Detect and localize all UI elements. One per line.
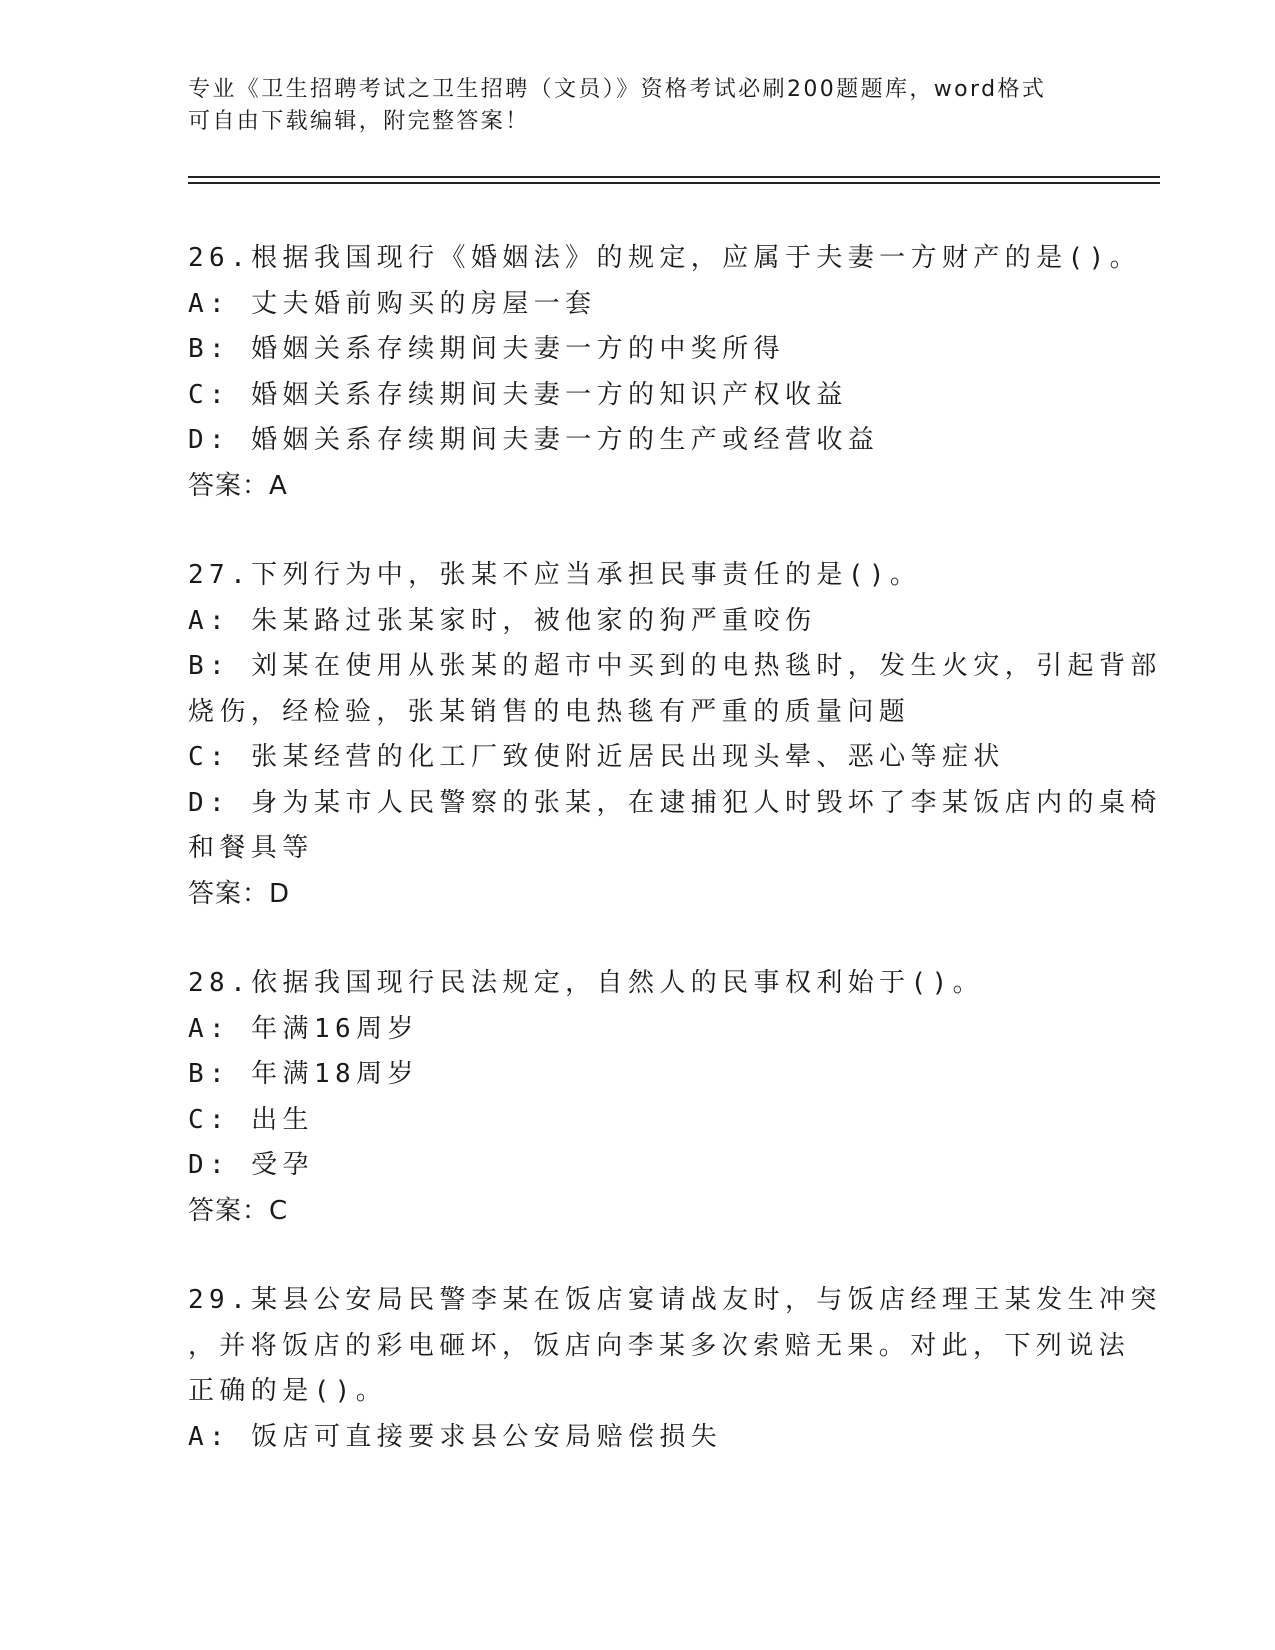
option-d-continued: 和餐具等 (188, 833, 314, 863)
option-b: B: 年满18周岁 (188, 1059, 419, 1089)
question-stem: 29.某县公安局民警李某在饭店宴请战友时，与饭店经理王某发生冲突 (188, 1285, 1162, 1315)
option-d: D: 身为某市人民警察的张某，在逮捕犯人时毁坏了李某饭店内的桌椅 (188, 787, 1162, 818)
question-27 (188, 553, 1162, 917)
header-line-1: 专业《卫生招聘考试之卫生招聘（文员）》资格考试必刷200题题库，word格式 (188, 77, 1047, 102)
header-divider-top (188, 176, 1160, 178)
option-a: A: 年满16周岁 (188, 1013, 419, 1044)
answer-label: 答案：A (188, 470, 288, 501)
option-c: C: 张某经营的化工厂致使附近居民出现头晕、恶心等症状 (188, 742, 1005, 772)
question-stem-continued: ，并将饭店的彩电砸坏，饭店向李某多次索赔无果。对此，下列说法 (188, 1330, 1131, 1361)
question-stem: 26.根据我国现行《婚姻法》的规定，应属于夫妻一方财产的是()。 (188, 243, 1142, 273)
header-divider-bottom (188, 182, 1160, 184)
option-a: A: 饭店可直接要求县公安局赔偿损失 (188, 1421, 723, 1452)
question-28 (188, 961, 1088, 1234)
header-line-2: 可自由下载编辑，附完整答案！ (188, 109, 530, 134)
option-a: A: 丈夫婚前购买的房屋一套 (188, 288, 597, 319)
question-29 (188, 1278, 1162, 1460)
question-26 (188, 236, 1142, 509)
option-d: D: 婚姻关系存续期间夫妻一方的生产或经营收益 (188, 425, 880, 455)
question-stem: 27.下列行为中，张某不应当承担民事责任的是()。 (188, 560, 922, 590)
question-stem-continued: 正确的是()。 (188, 1376, 388, 1406)
option-d: D: 受孕 (188, 1150, 314, 1180)
option-b: B: 刘某在使用从张某的超市中买到的电热毯时，发生火灾，引起背部 (188, 651, 1162, 681)
option-a: A: 朱某路过张某家时，被他家的狗严重咬伤 (188, 605, 817, 636)
option-b-continued: 烧伤，经检验，张某销售的电热毯有严重的质量问题 (188, 696, 911, 727)
answer-label: 答案：C (188, 1195, 289, 1226)
question-stem: 28.依据我国现行民法规定，自然人的民事权利始于()。 (188, 968, 985, 998)
option-c: C: 婚姻关系存续期间夫妻一方的知识产权收益 (188, 379, 848, 410)
document-header (188, 74, 1088, 138)
option-c: C: 出生 (188, 1104, 314, 1135)
answer-label: 答案：D (188, 878, 291, 909)
option-b: B: 婚姻关系存续期间夫妻一方的中奖所得 (188, 334, 785, 364)
question-list (188, 236, 1162, 1504)
